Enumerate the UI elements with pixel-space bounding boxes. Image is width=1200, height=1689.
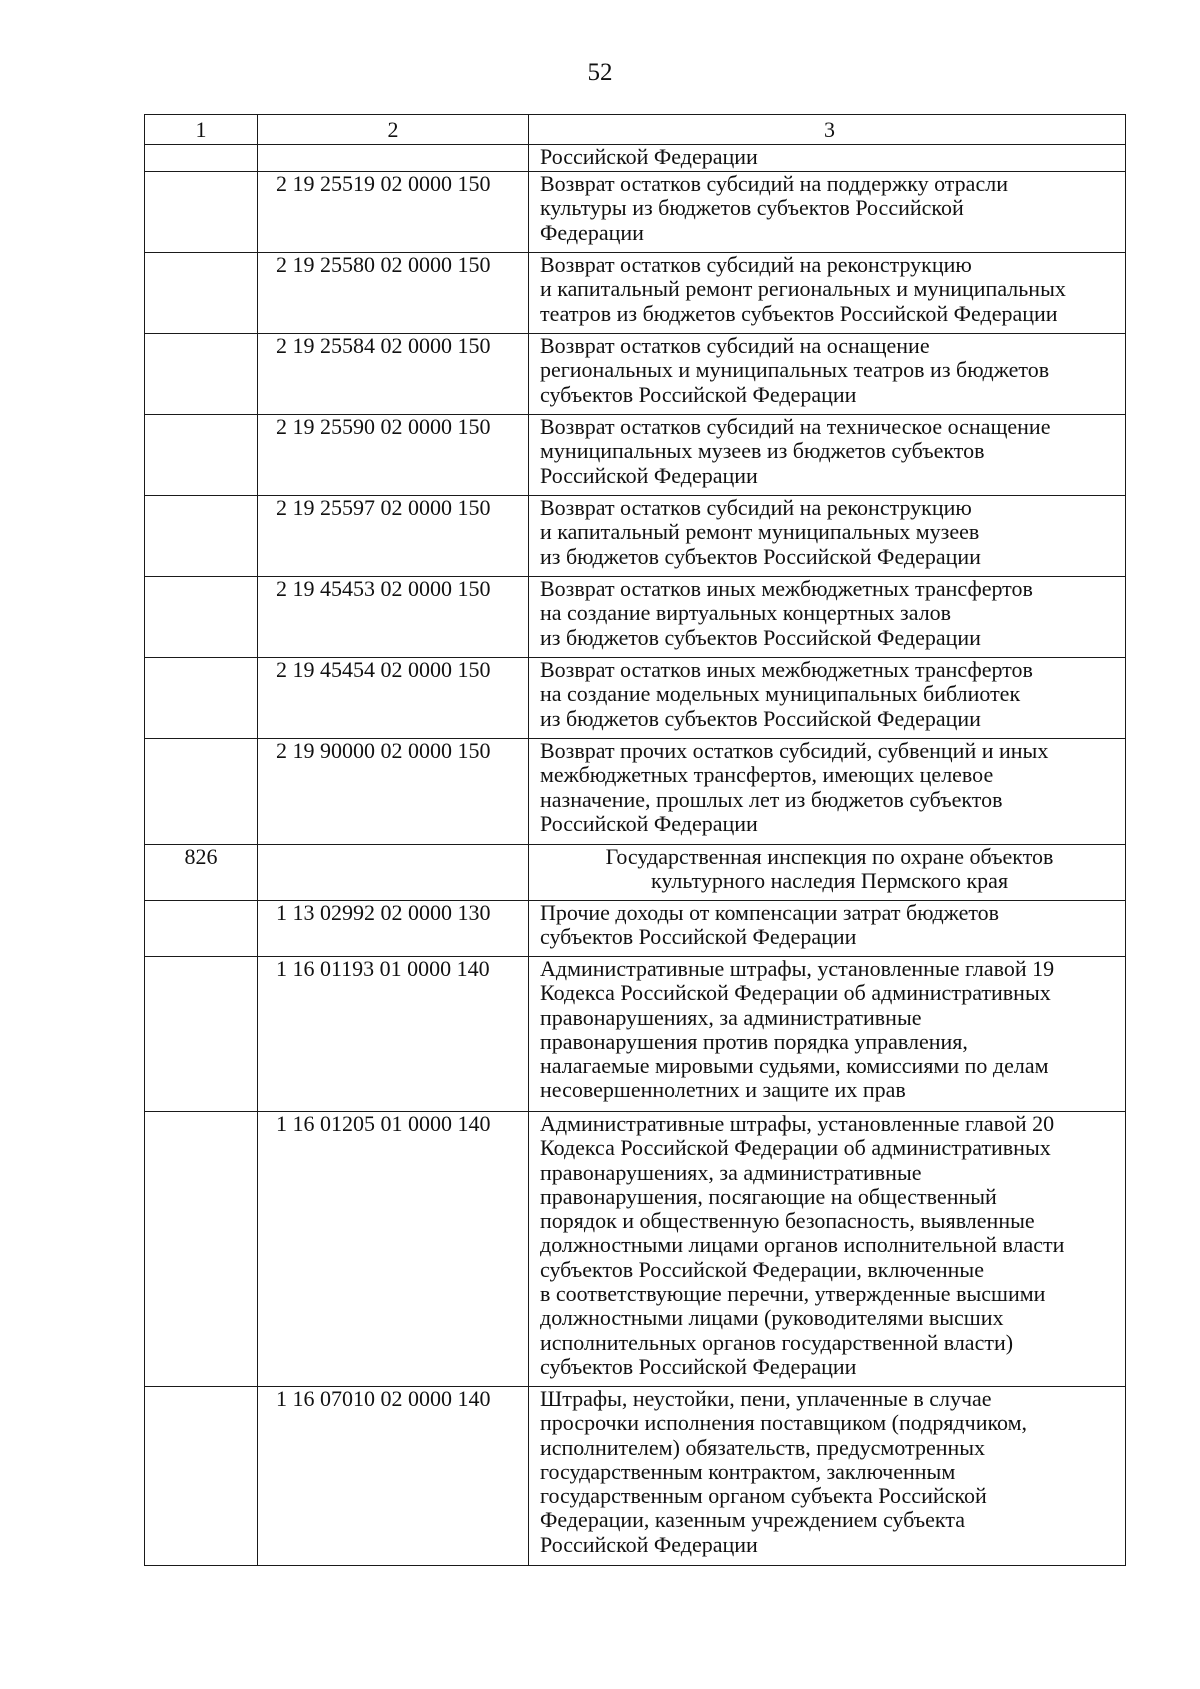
revenue-code-cell: 2 19 90000 02 0000 150	[258, 739, 529, 845]
description-line: культуры из бюджетов субъектов Российской	[540, 195, 964, 221]
description-line: Российской Федерации	[540, 1531, 758, 1557]
description-cell	[529, 957, 1126, 1112]
description-line: Возврат остатков субсидий на поддержку отрасли	[540, 171, 1008, 196]
description-line: субъектов Российской Федерации, включенные	[540, 1256, 984, 1282]
description-line: Административные штрафы, установленные главой 19	[540, 956, 1055, 981]
table-header-row	[145, 115, 1126, 145]
description-line: и капитальный ремонт региональных и муниципальных	[540, 276, 1066, 302]
description-line: из бюджетов субъектов Российской Федерации	[540, 705, 981, 731]
administrator-name-cell	[529, 845, 1126, 901]
table-row	[145, 496, 1126, 577]
admin-code-cell	[145, 957, 258, 1112]
admin-code-cell	[145, 253, 258, 334]
revenue-code-cell: 2 19 25519 02 0000 150	[258, 172, 529, 253]
description-line: должностными лицами органов исполнительной власти	[540, 1232, 1065, 1258]
description-cell	[529, 496, 1126, 577]
description-line: театров из бюджетов субъектов Российской Федерации	[540, 300, 1058, 326]
description-line: Кодекса Российской Федерации об административных	[540, 980, 1051, 1006]
description-line: Административные штрафы, установленные главой 20	[540, 1111, 1055, 1136]
admin-code-cell	[145, 145, 258, 172]
table-row	[145, 957, 1126, 1112]
table-row	[145, 658, 1126, 739]
admin-code-cell	[145, 658, 258, 739]
admin-code-cell	[145, 577, 258, 658]
revenue-code-cell: 1 16 01205 01 0000 140	[258, 1112, 529, 1387]
description-line: правонарушения против порядка управления,	[540, 1028, 968, 1054]
description-line: на создание виртуальных концертных залов	[540, 600, 952, 626]
description-line: просрочки исполнения поставщиком (подрядчиком,	[540, 1410, 1028, 1436]
description-line: государственным контрактом, заключенным	[540, 1458, 956, 1484]
column-header-3: 3	[529, 115, 1126, 145]
description-line: из бюджетов субъектов Российской Федерации	[540, 624, 981, 650]
revenue-code-cell: 1 16 07010 02 0000 140	[258, 1387, 529, 1566]
table-row	[145, 577, 1126, 658]
description-cell	[529, 1387, 1126, 1566]
description-line: субъектов Российской Федерации	[540, 1353, 857, 1379]
description-line: Возврат прочих остатков субсидий, субвенций и иных	[540, 738, 1049, 763]
description-line: из бюджетов субъектов Российской Федерации	[540, 543, 981, 569]
description-line: и капитальный ремонт муниципальных музеев	[540, 519, 980, 545]
description-line: муниципальных музеев из бюджетов субъектов	[540, 438, 985, 464]
description-cell	[529, 334, 1126, 415]
table-row	[145, 253, 1126, 334]
description-line: несовершеннолетних и защите их прав	[540, 1077, 906, 1103]
description-line: Штрафы, неустойки, пени, уплаченные в случае	[540, 1386, 992, 1411]
admin-code-cell	[145, 496, 258, 577]
description-line: Российской Федерации	[540, 144, 758, 169]
description-cell	[529, 901, 1126, 957]
table-row	[145, 1112, 1126, 1387]
description-line: исполнителем) обязательств, предусмотренных	[540, 1434, 986, 1460]
table-row	[145, 1387, 1126, 1566]
description-line: культурного наследия Пермского края	[650, 868, 1009, 894]
admin-code-cell	[145, 415, 258, 496]
description-cell	[529, 739, 1126, 845]
description-line: Прочие доходы от компенсации затрат бюджетов	[540, 900, 1000, 925]
description-cell	[529, 145, 1126, 172]
description-line: Возврат остатков иных межбюджетных трансфертов	[540, 576, 1033, 601]
description-line: Возврат остатков субсидий на техническое оснащение	[540, 414, 1051, 439]
description-line: Возврат остатков субсидий на реконструкцию	[540, 252, 972, 277]
table-row-administrator	[145, 845, 1126, 901]
revenue-code-cell	[258, 845, 529, 901]
admin-code-cell: 826	[145, 845, 258, 901]
table-row	[145, 334, 1126, 415]
admin-code-cell	[145, 1387, 258, 1566]
table-row	[145, 901, 1126, 957]
description-line: Возврат остатков иных межбюджетных трансфертов	[540, 657, 1033, 682]
table-row	[145, 172, 1126, 253]
description-line: на создание модельных муниципальных библиотек	[540, 681, 1021, 707]
description-line: исполнительных органов государственной власти)	[540, 1329, 1014, 1355]
description-line: налагаемые мировыми судьями, комиссиями по делам	[540, 1053, 1049, 1079]
revenue-code-cell: 2 19 45454 02 0000 150	[258, 658, 529, 739]
description-line: правонарушения, посягающие на общественный	[540, 1183, 997, 1209]
admin-code-cell	[145, 739, 258, 845]
description-line: Возврат остатков субсидий на реконструкцию	[540, 495, 972, 520]
revenue-code-cell: 2 19 45453 02 0000 150	[258, 577, 529, 658]
description-cell	[529, 1112, 1126, 1387]
revenue-code-cell: 1 13 02992 02 0000 130	[258, 901, 529, 957]
column-header-1: 1	[145, 115, 258, 145]
column-header-2: 2	[258, 115, 529, 145]
description-line: Российской Федерации	[540, 810, 758, 836]
admin-code-cell	[145, 172, 258, 253]
description-line: государственным органом субъекта Российской	[540, 1483, 987, 1509]
revenue-code-cell: 2 19 25580 02 0000 150	[258, 253, 529, 334]
description-line: Возврат остатков субсидий на оснащение	[540, 333, 930, 358]
revenue-codes-table	[144, 114, 1126, 1566]
page-number: 52	[587, 59, 613, 86]
admin-code-cell	[145, 334, 258, 415]
description-line: правонарушениях, за административные	[540, 1159, 922, 1185]
revenue-code-cell: 2 19 25584 02 0000 150	[258, 334, 529, 415]
description-cell	[529, 172, 1126, 253]
description-cell	[529, 253, 1126, 334]
description-cell	[529, 415, 1126, 496]
description-line: должностными лицами (руководителями высших	[540, 1305, 1004, 1331]
description-line: в соответствующие перечни, утвержденные высшими	[540, 1281, 1046, 1307]
table-row	[145, 739, 1126, 845]
description-line: субъектов Российской Федерации	[540, 381, 857, 407]
description-line: назначение, прошлых лет из бюджетов субъектов	[540, 786, 1003, 812]
description-line: межбюджетных трансфертов, имеющих целевое	[540, 762, 994, 788]
table-row	[145, 415, 1126, 496]
description-line: правонарушениях, за административные	[540, 1004, 922, 1030]
description-line: субъектов Российской Федерации	[540, 924, 857, 950]
revenue-code-cell: 1 16 01193 01 0000 140	[258, 957, 529, 1112]
description-line: Кодекса Российской Федерации об административных	[540, 1135, 1051, 1161]
table-row	[145, 145, 1126, 172]
revenue-code-cell: 2 19 25597 02 0000 150	[258, 496, 529, 577]
description-line: Федерации	[540, 219, 644, 245]
description-line: Государственная инспекция по охране объектов	[605, 844, 1054, 869]
description-cell	[529, 658, 1126, 739]
revenue-code-cell	[258, 145, 529, 172]
description-cell	[529, 577, 1126, 658]
admin-code-cell	[145, 1112, 258, 1387]
description-line: Федерации, казенным учреждением субъекта	[540, 1507, 965, 1533]
description-line: Российской Федерации	[540, 462, 758, 488]
revenue-code-cell: 2 19 25590 02 0000 150	[258, 415, 529, 496]
description-line: порядок и общественную безопасность, выявленные	[540, 1208, 1035, 1234]
admin-code-cell	[145, 901, 258, 957]
description-line: региональных и муниципальных театров из бюджетов	[540, 357, 1050, 383]
